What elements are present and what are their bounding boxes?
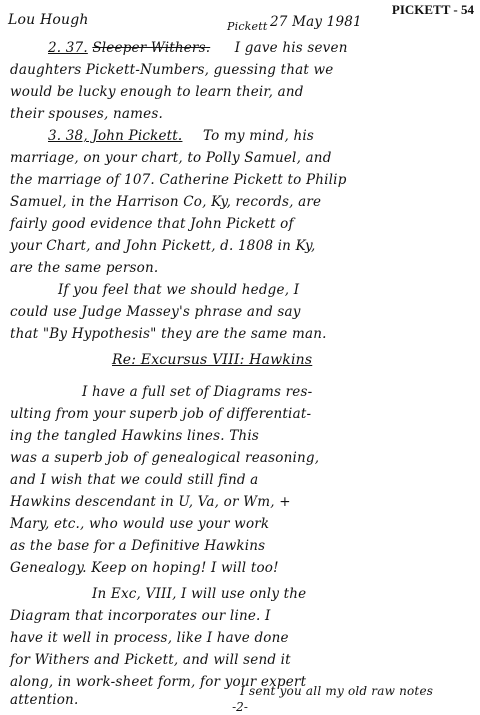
para2-line2: daughters Pickett-Numbers, guessing that we bbox=[10, 62, 334, 78]
para4-line6: Hawkins descendant in U, Va, or Wm, + bbox=[10, 494, 291, 510]
para3-line2: marriage, on your chart, to Polly Samuel, and bbox=[10, 150, 332, 166]
para2-ref: 2. 37. bbox=[48, 40, 88, 56]
para3-ref: 3. 38, John Pickett. bbox=[48, 128, 183, 144]
para3-line1: 3. 38, John Pickett. To my mind, his bbox=[48, 128, 315, 144]
para2-line3: would be lucky enough to learn their, and bbox=[10, 84, 304, 100]
para3-line4: Samuel, in the Harrison Co, Ky, records, are bbox=[10, 194, 322, 210]
para4-line2: ulting from your superb job of differentiat- bbox=[10, 406, 312, 422]
para3-line9: could use Judge Massey's phrase and say bbox=[10, 304, 301, 320]
para3-line10: that "By Hypothesis" they are the same man. bbox=[10, 326, 327, 342]
para4-line8: as the base for a Definitive Hawkins bbox=[10, 538, 266, 554]
para4-line9: Genealogy. Keep on hoping! I will too! bbox=[10, 560, 279, 576]
para3-line5: fairly good evidence that John Pickett of bbox=[10, 216, 294, 232]
para5-line6: attention. bbox=[10, 692, 79, 708]
inserted-word: Pickett bbox=[227, 20, 268, 33]
para3-line6: your Chart, and John Pickett, d. 1808 in Ky, bbox=[10, 238, 316, 254]
para4-line1: I have a full set of Diagrams res- bbox=[82, 384, 313, 400]
para3-line3: the marriage of 107. Catherine Pickett to Philip bbox=[10, 172, 347, 188]
para5-line2: Diagram that incorporates our line. I bbox=[10, 608, 271, 624]
page-label: PICKETT - 54 bbox=[391, 2, 474, 17]
para2-line4: their spouses, names. bbox=[10, 106, 163, 122]
para5-line7: I sent you all my old raw notes bbox=[240, 684, 434, 698]
para3-line7: are the same person. bbox=[10, 260, 159, 276]
para5-line5: along, in work-sheet form, for your expert bbox=[10, 674, 307, 690]
salutation: Lou Hough bbox=[8, 12, 89, 28]
para2-line1: 2. 37. Sleeper Withers. I gave his seven bbox=[48, 40, 348, 56]
excursus-heading: Re: Excursus VIII: Hawkins bbox=[112, 352, 313, 368]
letter-date: 27 May 1981 bbox=[270, 14, 362, 30]
bottom-page-number: -2- bbox=[232, 700, 248, 714]
para4-line4: was a superb job of genealogical reasoning, bbox=[10, 450, 320, 466]
para4-line5: and I wish that we could still find a bbox=[10, 472, 259, 488]
para4-line3: ing the tangled Hawkins lines. This bbox=[10, 428, 259, 444]
para3-line8: If you feel that we should hedge, I bbox=[58, 282, 300, 298]
para4-line7: Mary, etc., who would use your work bbox=[10, 516, 270, 532]
para5-line1: In Exc, VIII, I will use only the bbox=[92, 586, 307, 602]
para2-struck: Sleeper Withers. bbox=[92, 40, 211, 56]
para5-line3: have it well in process, like I have done bbox=[10, 630, 289, 646]
para5-line4: for Withers and Pickett, and will send it bbox=[10, 652, 291, 668]
